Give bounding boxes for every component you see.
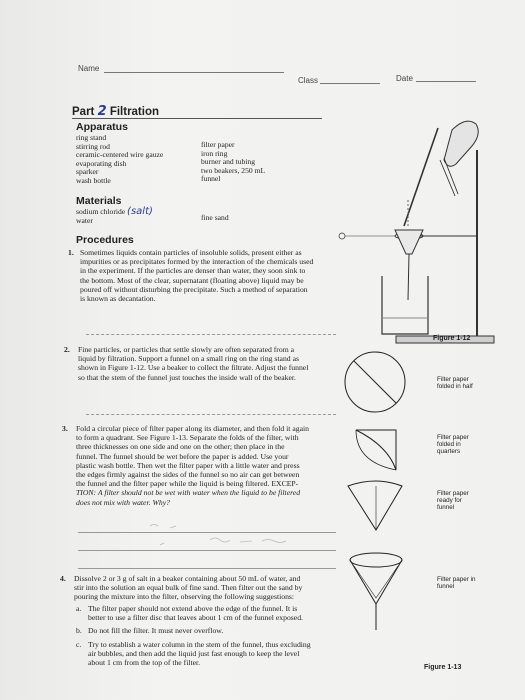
- step-1-text: Sometimes liquids contain particles of insoluble solids, present either as impurities or as precipitates formed by the interaction of the chemicals used in the experiment. If the particles are denser than water, they soon sink to the bottom. Most of the clear, supernatant (floating above) liquid may be poured off without disturbing the precipitate. Such a method of separation is known as decantation.: [80, 248, 314, 304]
- materials-right-item: fine sand: [201, 213, 229, 222]
- step-2-text: Fine particles, or particles that settle slowly are often separated from a liquid by filtration. Support a funnel on a small ring on the ring stand as shown in Figure 1-12. Use a beaker to collect the filtrate. Adjust the funnel so that the stem of the funnel just touches the inside wall of the beaker.: [78, 345, 309, 382]
- apparatus-item: stirring rod: [76, 141, 110, 151]
- procedure-step-2: 2. Fine particles, or particles that settle slowly are often separated from a liquid by filtration. Support a funnel on a small ring on the ring stand as shown in Figure 1-12. Use a beaker to collect the filtrate. Adjust the funnel so that the stem of the funnel just touches the inside wall of the beaker.: [64, 345, 336, 382]
- step-4a: a. The filter paper should not extend above the edge of the funnel. It is better to use a filter disc that leaves about 1 cm of the funnel exposed.: [76, 604, 303, 623]
- procedure-step-4: 4. Dissolve 2 or 3 g of salt in a beaker containing about 50 mL of water, and stir into the solution an equal bulk of fine sand. Then filter out the sand by pouring the mixture into the filter, observing the following suggestions:: [60, 574, 336, 602]
- apparatus-item: evaporating dish: [76, 158, 127, 168]
- materials-item: sodium chloride (salt): [76, 206, 153, 217]
- materials-item: water: [76, 215, 93, 225]
- name-label: Name: [78, 64, 100, 73]
- step-4-text: Dissolve 2 or 3 g of salt in a beaker containing about 50 mL of water, and stir into the solution an equal bulk of fine sand. Then filter out the sand by pouring the mixture into the filter, observing the following suggestions:: [74, 574, 303, 602]
- apparatus-item: two beakers, 250 mL: [201, 165, 266, 175]
- caption-folded-quarters: Filter paper folded in quarters: [437, 434, 469, 455]
- date-label: Date: [396, 74, 413, 83]
- apparatus-item: burner and tubing: [201, 157, 255, 167]
- step-3-text: Fold a circular piece of filter paper along its diameter, and then fold it again to form a quadrant. See Figure 1-13. Separate the folds of the filter, with three thicknesses on one side and one on the other; then place in the funnel. The funnel should be wet before the paper is added. Use your plastic wash bottle. Then wet the filter paper with a little water and press the edges firmly against the sides of the funnel so no air can get between the funnel and the filter paper while the liquid is being filtered. EXCEP- TION: A filter should not be wet with water when the liquid to be filtered does not mix with water. Why?: [76, 424, 310, 507]
- apparatus-heading: Apparatus: [76, 121, 128, 133]
- apparatus-item: filter paper: [201, 140, 235, 149]
- apparatus-item: ceramic-centered wire gauze: [76, 150, 164, 160]
- apparatus-item: funnel: [201, 174, 221, 184]
- caption-folded-half: Filter paper folded in half: [437, 376, 473, 390]
- procedure-step-1: 1. Sometimes liquids contain particles of insoluble solids, present either as impurities or as precipitates formed by the interaction of the chemicals used in the experiment. If the particles are denser than water, they soon sink to the bottom. Most of the clear, supernatant (floating above) liquid may be poured off without disturbing the precipitate. Such a method of separation is known as decantation.: [68, 248, 338, 303]
- apparatus-item: ring stand: [76, 133, 107, 142]
- materials-heading: Materials: [76, 195, 122, 207]
- step-4c: c. Try to establish a water column in the stem of the funnel, thus excluding air bubbles, and then add the liquid just fast enough to keep the level about 1 cm from the top of the filter.: [76, 640, 311, 668]
- figure-1-12-label: Figure 1-12: [433, 335, 471, 342]
- apparatus-item: wash bottle: [76, 175, 111, 185]
- part-title: Part 2 Filtration: [72, 104, 160, 119]
- procedures-heading: Procedures: [76, 234, 134, 246]
- caption-ready-for-funnel: Filter paper ready for funnel: [437, 490, 469, 511]
- apparatus-item: sparker: [76, 167, 99, 177]
- apparatus-item: iron ring: [201, 148, 228, 158]
- step-4b: b. Do not fill the filter. It must never overflow.: [76, 626, 224, 635]
- class-label: Class: [298, 76, 319, 85]
- figure-1-13-label: Figure 1-13: [424, 664, 462, 671]
- caption-in-funnel: Filter paper in funnel: [437, 576, 476, 590]
- handwritten-part-number: 2: [97, 104, 107, 119]
- procedure-step-3: 3. Fold a circular piece of filter paper along its diameter, and then fold it again to form a quadrant. See Figure 1-13. Separate the folds of the filter, with three thicknesses on one side and one on the other; then place in the funnel. The funnel should be wet before the paper is added. Use your plastic wash bottle. Then wet the filter paper with a little water and press the edges firmly against the sides of the funnel so no air can get between the funnel and the filter paper while the liquid is being filtered. EXCEP- TION: A filter should not be wet with water when the liquid to be filtered does not mix with water. Why?: [62, 424, 336, 507]
- handwritten-salt-note: (salt): [127, 206, 153, 217]
